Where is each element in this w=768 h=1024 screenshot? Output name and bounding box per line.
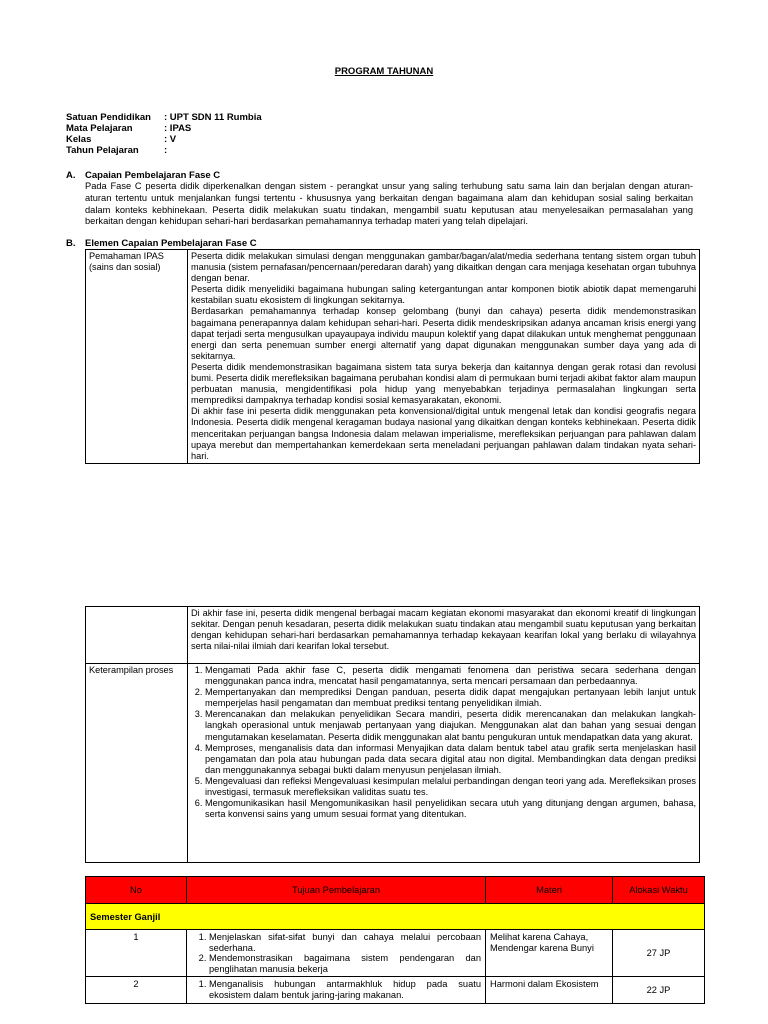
list-item: 2. Mempertanyakan dan memprediksi Dengan panduan, peserta didik dapat mengajukan pertanyaan lebih lanjut untuk memperjelas hasil pengamatan dan membuat prediksi tentang penyelidikan ilmiah. — [205, 687, 696, 709]
elemen-label: Pemahaman IPAS (sains dan sosial) — [86, 250, 188, 464]
identity-row-satuan — [66, 112, 262, 123]
section-a-number: A. — [66, 170, 76, 181]
row-materi: Harmoni dalam Ekosistem — [486, 977, 613, 1003]
paragraph: Di akhir fase ini, peserta didik mengenal berbagai macam kegiatan ekonomi masyarakat dan ekonomi kreatif di lingkungan sekitar. Dengan penuh kesadaran, peserta didik melakukan suatu tindakan atau mengambil suatu keputusan yang berkaitan dengan kehidupan sehari-hari berdasarkan pemahamannya terhadap kekayaan kearifan lokal yang berlaku di wilayahnya serta nilai-nilai ilmiah dari kearifan lokal tersebut. — [191, 608, 696, 652]
identity-label: Satuan Pendidikan — [66, 112, 151, 123]
identity-label: Mata Pelajaran — [66, 123, 133, 134]
elemen-content — [188, 607, 700, 664]
identity-row-kelas — [66, 134, 262, 145]
header-no: No — [86, 877, 187, 904]
elemen-table — [85, 249, 700, 464]
tujuan-list — [191, 979, 481, 1000]
list-item: 2. Mendemonstrasikan bagaimana sistem pendengaran dan penglihatan manusia bekerja — [209, 953, 481, 974]
elemen-content — [188, 250, 700, 464]
paragraph: Berdasarkan pemahamannya terhadap konsep gelombang (bunyi dan cahaya) peserta didik mendemonstrasikan bagaimana penerapannya dalam kehidupan sehari-hari. Peserta didik mendeskripsikan adanya ancaman krisis energi yang dapat terjadi serta mengusulkan upayaupaya individu maupun kolektif yang dapat dilakukan untuk menghemat penggunaan energi dan serta penemuan sumber energi alternatif yang dapat digunakan menggunakan sumber daya yang ada di sekitarnya. — [191, 306, 696, 361]
row-number: 1 — [86, 930, 187, 977]
section-b-number: B. — [66, 238, 76, 249]
identity-label: Kelas — [66, 134, 92, 145]
list-item: 6. Mengomunikasikan hasil Mengomunikasikan hasil penyelidikan secara utuh yang ditunjang dengan argumen, bahasa, serta konvensi sains yang umum sesuai format yang ditentukan. — [205, 798, 696, 820]
identity-value: : V — [164, 134, 177, 145]
identity-label: Tahun Pelajaran — [66, 145, 139, 156]
section-b-heading — [66, 238, 257, 249]
elemen-label-empty — [86, 607, 188, 664]
identity-value: : — [164, 145, 168, 156]
table-row — [86, 977, 705, 1003]
semester-row — [86, 904, 705, 930]
section-a-title: Capaian Pembelajaran Fase C — [85, 170, 221, 181]
tujuan-pembelajaran-table — [85, 876, 705, 1004]
semester-label: Semester Ganjil — [86, 904, 705, 930]
paragraph: Peserta didik mendemonstrasikan bagaimana sistem tata surya bekerja dan kaitannya dengan gerak rotasi dan revolusi bumi. Peserta didik merefleksikan bagaimana perubahan kondisi alam di permukaan bumi terjadi akibat faktor alam maupun perbuatan manusia, mengidentifikasi pola hidup yang menyebabkan terjadinya permasalahan lingkungan serta memprediksi dampaknya terhadap kondisi sosial kemasyarakatan, ekonomi. — [191, 361, 696, 406]
list-item: 1. Menjelaskan sifat-sifat bunyi dan cahaya melalui percobaan sederhana. — [209, 932, 481, 953]
list-item: 1. Mengamati Pada akhir fase C, peserta didik mengamati fenomena dan peristiwa secara sederhana dengan menggunakan panca indra, mencatat hasil pengamatannya, serta mencari persamaan dan perbedaannya. — [205, 665, 696, 687]
section-b-title: Elemen Capaian Pembelajaran Fase C — [85, 238, 257, 249]
row-materi: Melihat karena Cahaya, Mendengar karena Bunyi — [486, 930, 613, 977]
header-materi: Materi — [486, 877, 613, 904]
list-item: 3. Merencanakan dan melakukan penyelidikan Secara mandiri, peserta didik merencanakan dan melakukan langkah-langkah operasional untuk menjawab pertanyaan yang diajukan. Menggunakan alat dan bahan yang sesuai dengan mengutamakan keselamatan. Peserta didik menggunakan alat bantu pengukuran untuk mendapatkan data yang akurat. — [205, 709, 696, 742]
header-alokasi: Alokasi Waktu — [613, 877, 705, 904]
elemen-row-pemahaman — [86, 250, 700, 464]
row-alokasi: 27 JP — [613, 930, 705, 977]
table-header-row — [86, 877, 705, 904]
keterampilan-list — [191, 665, 696, 820]
row-alokasi: 22 JP — [613, 977, 705, 1003]
elemen-label: Keterampilan proses — [86, 664, 188, 863]
list-item: 4. Memproses, menganalisis data dan informasi Menyajikan data dalam bentuk tabel atau grafik serta menjelaskan hasil pengamatan dan pola atau hubungan pada data secara digital atau non digital. Membandingkan data dengan prediksi dan menggunakannya sebagai bukti dalam menyusun penjelasan ilmiah. — [205, 743, 696, 776]
list-item: 5. Mengevaluasi dan refleksi Mengevaluasi kesimpulan melalui perbandingan dengan teori yang ada. Merefleksikan proses investigasi, termasuk merefleksikan validitas suatu tes. — [205, 776, 696, 798]
row-tujuan — [187, 977, 486, 1003]
paragraph: Di akhir fase ini peserta didik menggunakan peta konvensional/digital untuk mengenal letak dan kondisi geografis negara Indonesia. Peserta didik mengenal keragaman budaya nasional yang dikaitkan dengan konteks kebhinekaan. Peserta didik menceritakan perjuangan bangsa Indonesia dalam melawan imperialisme, merefleksikan perjuangan para pahlawan dalam upaya merebut dan mempertahankan kemerdekaan serta meneladani perjuangan pahlawan dalam tindakan nyata sehari-hari. — [191, 406, 696, 461]
identity-value: : IPAS — [164, 123, 192, 134]
section-a-body: Pada Fase C peserta didik diperkenalkan dengan sistem - perangkat unsur yang saling terhubung satu sama lain dan berjalan dengan aturan-aturan tertentu untuk menjalankan fungsi tertentu - khususnya yang berkaitan dengan bagaimana alam dan kehidupan sosial saling berkaitan dalam konteks kebhinekaan. Peserta didik melakukan suatu tindakan, mengambil suatu keputusan atau menyelesaikan permasalahan yang berkaitan dengan kehidupan sehari-hari berdasarkan pemahamannya terhadap materi yang telah dipelajari. — [85, 181, 693, 227]
paragraph: Peserta didik melakukan simulasi dengan menggunakan gambar/bagan/alat/media sederhana tentang sistem organ tubuh manusia (sistem pernafasan/pencernaan/peredaran darah) yang dikaitkan dengan cara menjaga kesehatan organ tubuhnya dengan benar. — [191, 251, 696, 284]
identity-value: : UPT SDN 11 Rumbia — [164, 112, 262, 123]
section-a-heading — [66, 170, 220, 181]
list-item: 1. Menganalisis hubungan antarmakhluk hidup pada suatu ekosistem dalam bentuk jaring-jaring makanan. — [209, 979, 481, 1000]
page-title: PROGRAM TAHUNAN — [334, 66, 434, 77]
elemen-row-keterampilan — [86, 664, 700, 863]
table-row — [86, 930, 705, 977]
row-tujuan — [187, 930, 486, 977]
elemen-row-pemahaman-cont — [86, 607, 700, 664]
elemen-table-continued — [85, 606, 700, 863]
identity-block — [66, 112, 262, 156]
identity-row-mapel — [66, 123, 262, 134]
identity-row-tahun — [66, 145, 262, 156]
elemen-content — [188, 664, 700, 863]
tujuan-list — [191, 932, 481, 974]
header-tujuan: Tujuan Pembelajaran — [187, 877, 486, 904]
paragraph: Peserta didik menyelidiki bagaimana hubungan saling ketergantungan antar komponen biotik abiotik dapat memengaruhi kestabilan suatu ekosistem di lingkungan sekitarnya. — [191, 284, 696, 306]
row-number: 2 — [86, 977, 187, 1003]
